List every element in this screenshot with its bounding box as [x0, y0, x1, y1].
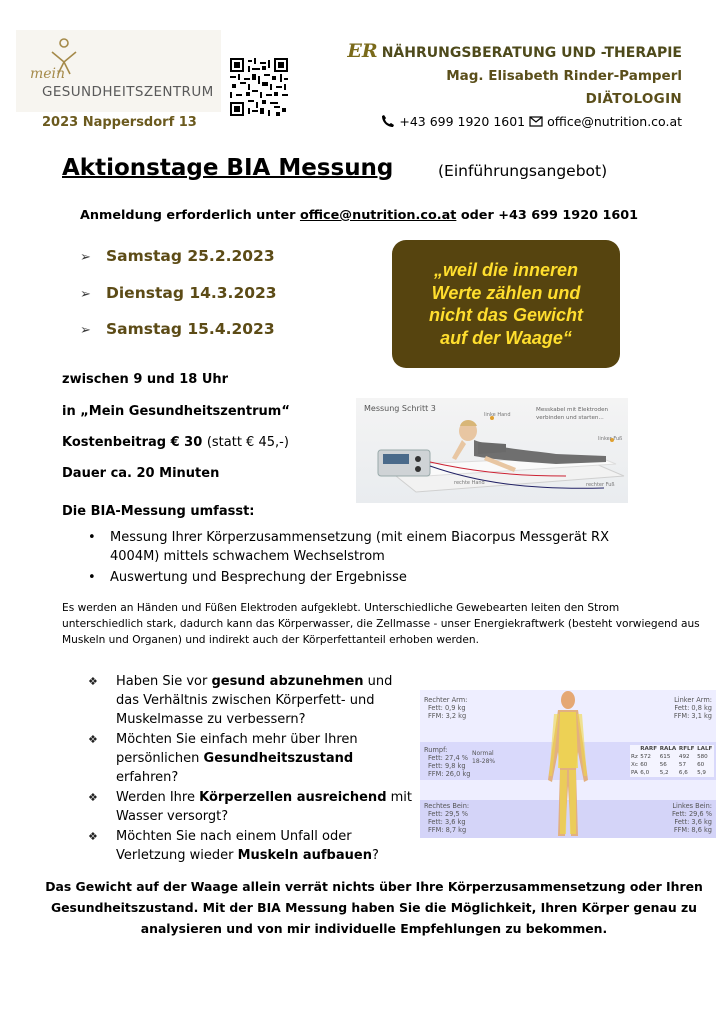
date-text: Samstag 15.4.2023 — [106, 320, 275, 338]
right-arm-values: Rechter Arm: Fett: 0,9 kg FFM: 3,2 kg — [424, 696, 468, 720]
right-leg-values: Rechtes Bein: Fett: 29,5 % Fett: 3,6 kg FFM: 8,7 kg — [424, 802, 470, 834]
address: 2023 Nappersdorf 13 — [42, 115, 197, 130]
section-heading: Die BIA-Messung umfasst: — [62, 504, 255, 519]
body-analysis-chart — [420, 690, 716, 838]
table-row: Rz 572 615 492 580 — [631, 754, 708, 760]
question-list — [88, 672, 418, 866]
email-icon — [529, 115, 543, 128]
date-item — [80, 284, 277, 302]
closing-paragraph: Das Gewicht auf der Waage allein verrät nichts über Ihre Körperzusammensetzung oder Ihren Gesundheitszustand. Mit der BIA Messung haben Sie die Möglichkeit, Ihren Körper genau zu analysieren und von mir individuelle Empfehlungen zu bekommen. — [45, 879, 703, 936]
qr-code-icon — [230, 58, 288, 116]
bullet-list — [80, 528, 640, 589]
arrow-bullet-icon: ➢ — [80, 287, 91, 302]
impedance-table — [630, 745, 714, 777]
brand-line — [347, 40, 682, 62]
question-item: ❖ Werden Ihre Körperzellen ausreichend mit Wasser versorgt? — [88, 790, 413, 824]
cost-original: (statt € 45,-) — [206, 435, 289, 450]
logo-text: GESUNDHEITSZENTRUM — [42, 84, 214, 100]
question-item: ❖ Möchten Sie nach einem Unfall oder Verletzung wieder Muskeln aufbauen? — [88, 829, 379, 863]
page-title: Aktionstage BIA Messung — [62, 155, 394, 181]
registration-suffix: oder +43 699 1920 1601 — [460, 208, 639, 223]
time-info: zwischen 9 und 18 Uhr — [62, 372, 229, 387]
question-item: ❖ Möchten Sie einfach mehr über Ihren persönlichen Gesundheitszustand erfahren? — [88, 732, 358, 785]
diamond-bullet-icon: ❖ — [88, 733, 98, 746]
duration-info: Dauer ca. 20 Minuten — [62, 466, 220, 481]
cost-amount: Kostenbeitrag € 30 — [62, 435, 203, 450]
arrow-bullet-icon: ➢ — [80, 250, 91, 265]
diamond-bullet-icon: ❖ — [88, 675, 98, 688]
quote-line: Werte zählen und — [431, 282, 581, 303]
brand-initials: ER — [347, 40, 378, 62]
photo-label-right-foot: rechter Fuß — [586, 482, 615, 488]
profession: DIÄTOLOGIN — [585, 91, 682, 107]
body-figure-icon — [538, 690, 598, 838]
table-row: PA 6,0 5,2 6,6 5,9 — [631, 770, 706, 776]
email-link[interactable]: office@nutrition.co.at — [547, 114, 682, 129]
info-paragraph: Es werden an Händen und Füßen Elektroden aufgeklebt. Unterschiedliche Gewebearten leiten den Strom unterschiedlich stark, dadurch kann das Körperwasser, die Zellmasse - unser Energiekraftwerk (besteht vorwiegend aus Muskeln und Organen) und indirekt auch der Körperfettanteil erhoben werden. — [62, 602, 700, 646]
table-row: Xc 60 56 57 60 — [631, 762, 705, 768]
trunk-values: Rumpf: Fett: 27,4 % Fett: 9,8 kg FFM: 26,0 kg — [424, 746, 471, 778]
photo-step-label: Messung Schritt 3 — [364, 404, 436, 413]
logo-script: mein — [30, 66, 66, 82]
quote-box — [392, 240, 620, 368]
date-text: Samstag 25.2.2023 — [106, 247, 275, 265]
phone-number[interactable]: +43 699 1920 1601 — [399, 114, 526, 129]
brand-name: NÄHRUNGSBERATUNG UND -THERAPIE — [381, 45, 682, 61]
question-item: ❖ Haben Sie vor gesund abzunehmen und das Verhältnis zwischen Körperfett- und Muskelmasse zu verbessern? — [88, 674, 393, 727]
photo-label-right-hand: rechte Hand — [454, 480, 485, 486]
cost-info — [62, 435, 289, 450]
photo-label-left-hand: linke Hand — [484, 412, 511, 418]
practitioner-name: Mag. Elisabeth Rinder-Pamperl — [446, 68, 682, 84]
location-info: in „Mein Gesundheitszentrum“ — [62, 404, 290, 419]
date-text: Dienstag 14.3.2023 — [106, 284, 277, 302]
date-item — [80, 320, 275, 338]
quote-line: auf der Waage“ — [440, 327, 572, 348]
photo-cable-label: Messkabel mit Elektroden verbinden und starten... — [536, 407, 609, 421]
table-header-row: RARF RALA RFLF LALF — [640, 746, 713, 752]
date-item — [80, 247, 275, 265]
bullet-item: • Auswertung und Besprechung der Ergebnisse — [80, 568, 640, 587]
normal-range: Normal 18-28% — [472, 750, 496, 765]
diamond-bullet-icon: ❖ — [88, 830, 98, 843]
contact-line — [381, 114, 682, 129]
left-arm-values: Linker Arm: Fett: 0,8 kg FFM: 3,1 kg — [673, 696, 712, 720]
photo-label-left-foot: linker Fuß — [598, 436, 623, 442]
quote-line: nicht das Gewicht — [428, 305, 584, 325]
measurement-photo — [356, 398, 628, 503]
diamond-bullet-icon: ❖ — [88, 791, 98, 804]
quote-line: „weil die inneren — [433, 260, 579, 280]
registration-prefix: Anmeldung erforderlich unter — [80, 208, 296, 223]
phone-icon — [381, 114, 395, 128]
left-leg-values: Linkes Bein: Fett: 29,6 % Fett: 3,6 kg FFM: 8,6 kg — [671, 802, 712, 834]
bullet-item: • Messung Ihrer Körperzusammensetzung (mit einem Biacorpus Messgerät RX 4004M) mittels schwachem Wechselstrom — [80, 528, 640, 566]
page-subtitle: (Einführungsangebot) — [438, 162, 608, 180]
arrow-bullet-icon: ➢ — [80, 323, 91, 338]
registration-line — [80, 208, 638, 223]
registration-email-link[interactable]: office@nutrition.co.at — [299, 208, 457, 223]
